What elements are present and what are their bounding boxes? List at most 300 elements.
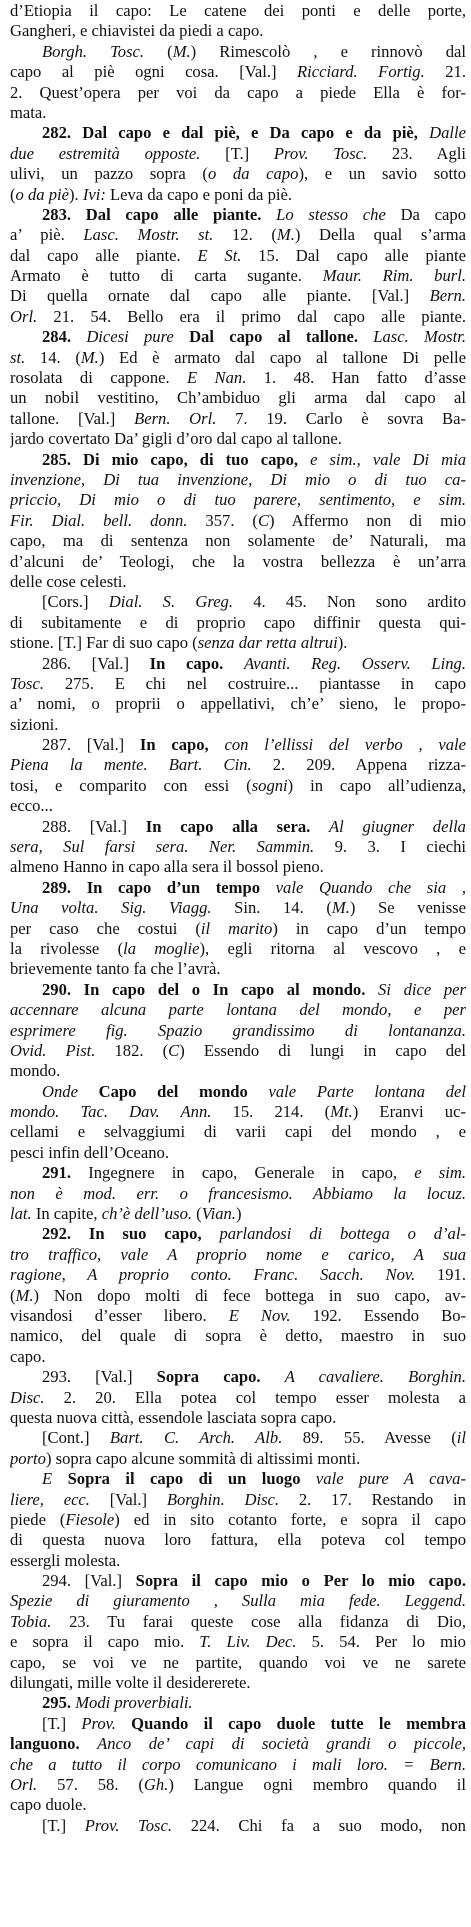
italic-text: esprimere fig. Spazio grandissimo di lontananza. [10,1020,466,1040]
headword-text: In capo. [149,653,224,673]
italic-text: Onde [42,1081,78,1101]
italic-text: Ivi: [82,184,106,204]
body-text: essergli molesta. [10,1550,121,1570]
italic-text: Prov. [81,1713,116,1733]
body-text: d’alcuni de’ Teologi, che la vostra bellezza è un’arra [10,551,466,571]
body-text: ) Se venisse [349,898,466,918]
italic-text: Ner. Sammin. [208,837,315,857]
body-text: [Cont.] [42,1428,110,1448]
italic-text: porto [10,1448,46,1468]
italic-text: E St. [197,245,242,265]
text-line [10,1,466,21]
text-line [10,1612,466,1632]
text-line [10,1428,466,1448]
text-line [10,1143,466,1163]
text-line [10,1347,466,1367]
text-line [10,83,466,103]
body-text: 182. ( [95,1040,169,1060]
text-line [10,1510,466,1530]
text-line [10,1632,466,1652]
italic-text: Bern. [429,286,466,306]
text-line [10,205,466,225]
italic-text: Maur. Rim. burl. [322,266,466,286]
text-line [10,1122,466,1142]
body-text: pesci infin dell’Oceano. [10,1142,169,1162]
headword-text: In capo, [139,735,209,755]
body-text [202,1224,220,1243]
body-text: sizioni. [10,714,59,734]
headword-text: 295. [42,1693,72,1713]
body-text [365,980,378,999]
body-text: di questa nuova loro fattura, ella poteva col tempo [10,1530,466,1550]
italic-text: Lo stesso che [276,204,386,224]
italic-text: non è mod. err. o francesismo. Abbiamo la locuz. [10,1183,466,1203]
text-line [10,1551,466,1571]
headword-text: 285. Di mio capo, di tuo capo, [42,449,299,469]
headword-text: In capo alla sera. [145,816,311,836]
text-line [10,103,466,123]
body-text: ) Affermo non di mio [269,510,466,530]
body-text: [T.] [42,1713,82,1733]
body-text: 357. ( [187,510,258,530]
text-line [10,796,466,816]
italic-text: il [456,1428,466,1448]
text-line [10,1102,466,1122]
text-line [10,429,466,449]
body-text: 2. 20. Ella potea col tempo esser molesta a [44,1387,466,1407]
headword-text: 291. [42,1163,72,1183]
body-text: 12. ( [213,225,277,245]
body-text: rosolata di cappone. [10,368,188,388]
italic-text: mondo. Tac. Dav. Ann. [10,1102,212,1122]
italic-text: e sim., vale Di mia [310,449,466,469]
text-line [10,552,466,572]
body-text: [T.] [42,1815,85,1835]
body-text [188,837,208,856]
italic-text: vale pure A cava- [315,1469,466,1489]
text-line [10,694,466,714]
body-text: jardo covertato Da’ gigli d’oro dal capo al tallone. [10,429,342,449]
headword-text: 289. In capo d’un tempo [42,877,261,897]
text-line [10,21,466,41]
text-line [10,1286,466,1306]
body-text: ), e un savio sotto [298,164,466,184]
italic-text: Ovid. Pist. [10,1040,96,1060]
text-line [10,123,466,143]
body-text: ), egli ritorna al vescovo , e [199,938,466,958]
text-line [10,388,466,408]
italic-text: Disc. [10,1387,45,1407]
headword-text: Sopra il capo mio o Per lo mio capo. [135,1571,466,1591]
text-line [10,755,466,775]
text-line [10,1714,466,1734]
body-text: ( [10,1285,16,1305]
text-line [10,1469,466,1489]
body-text: ) Langue ogni membro quando il [168,1774,466,1794]
text-line [10,1571,466,1591]
italic-text: priccio, Di mio o di tuo parere, sentimento, e sim. [10,490,466,510]
text-line [10,409,466,429]
italic-text: Tobia. [10,1611,52,1631]
body-text: ) Non dopo molti di fece bottega in suo capo, av- [33,1285,466,1305]
body-text [148,755,169,774]
headword-text: Dal capo al tallone. [189,327,358,347]
text-line [10,1673,466,1693]
text-line [10,144,466,164]
italic-text: Si dice per [378,979,466,999]
text-line [10,919,466,939]
body-text: mondo. [10,1061,61,1081]
body-text: 4. 45. Non sono ardito [233,592,466,612]
italic-text: accennare alcuna parte lontana del mondo, e per [10,1000,466,1020]
text-line [10,1224,466,1244]
body-text: d’Etiopia il capo: Le catene dei ponti e delle porte, [10,1,466,20]
italic-text: Una volta. Sig. Viagg. [10,898,212,918]
body-text: 288. [Val.] [42,816,146,836]
body-text: 275. E chi nel costruire... piantasse in capo [43,673,466,693]
headword-text: Capo del mondo [98,1081,248,1101]
body-text: dal capo alle piante. [10,245,198,265]
body-text: 23. Tu farai queste cose alla fidanza di Dio, [51,1611,466,1631]
italic-text: che a tutto il corpo comunicano i mali loro. = Bern. [10,1754,466,1774]
body-text: namico, del quale di sopra è detto, maestro in suo [10,1326,466,1346]
body-text [310,817,329,836]
body-text: capo. [10,1346,46,1366]
body-text: ) [235,1204,242,1224]
text-line [10,511,466,531]
italic-text: Fir. Dial. bell. donn. [10,510,188,530]
italic-text: E Nov. [228,1306,291,1325]
body-text: stione. [T.] Far di suo capo ( [10,633,198,653]
text-line [10,674,466,694]
text-line [10,939,466,959]
text-line [10,898,466,918]
text-line [10,327,466,347]
body-text: Da capo [385,204,466,224]
text-line [10,1041,466,1061]
body-text: mata. [10,102,47,122]
body-text: visandosi d’esser libero. [10,1306,229,1325]
italic-text: C [168,1040,180,1060]
body-text: 9. 3. I ciechi [314,837,466,857]
text-line [10,450,466,470]
italic-text: Modi proverbiali. [75,1693,193,1713]
text-line [10,837,466,857]
text-line [10,1061,466,1081]
italic-text: Prov. Tosc. [273,143,368,163]
italic-text: sogni [251,775,288,795]
text-line [10,1816,466,1836]
italic-text: Prov. Tosc. [84,1815,173,1835]
body-text: In capite, [31,1204,102,1224]
italic-text: il marito [200,918,273,938]
italic-text: ragione, A proprio conto. Franc. Sacch. Nov. [10,1265,416,1285]
text-line [10,62,466,82]
italic-text: tro traffico, vale A proprio nome e carico, A sua [10,1244,466,1264]
body-text: ) Eranvi uc- [352,1102,466,1122]
text-line [10,1775,466,1795]
italic-text: E [42,1469,53,1489]
text-line [10,1265,466,1285]
body-text [52,1469,67,1488]
italic-text: Fiesole [65,1509,115,1529]
text-line [10,572,466,592]
body-text: ) Rimescolò , e rinnovò dal [190,41,466,61]
text-line [10,633,466,653]
italic-text: Bern. Orl. [134,408,217,428]
body-text: 7. 19. Carlo è sovra Ba- [216,408,466,428]
italic-text: ch’è dell’uso. [101,1204,193,1224]
body-text: ) ed in sito cotanto forte, e sopra il capo [114,1509,466,1529]
italic-text: C [257,510,270,530]
text-line [10,878,466,898]
body-text: capo duole. [10,1795,87,1815]
body-text: ) in capo d’un tempo [272,918,466,938]
body-text [418,123,429,142]
body-text: capo, se voi ve ne partite, quando voi ve ne sarete [10,1652,466,1672]
body-text: 1. 48. Han fatto d’asse [246,368,466,388]
body-text: 294. [Val.] [42,1571,136,1591]
italic-text: Lasc. Mostr. st. [83,225,214,245]
body-text [116,1714,131,1733]
italic-text: invenzione, Di tua invenzione, Di mio o di tuo ca- [10,469,466,489]
italic-text: Bart. Cin. [168,755,252,775]
headword-text: 290. In capo del o In capo al mondo. [42,979,366,999]
italic-text: Dicesi pure [86,327,174,347]
body-text: 15. Dal capo alle piante [241,245,466,265]
body-text: 23. Agli [367,143,466,163]
italic-text: E Nan. [187,368,247,388]
body-text: [Cors.] [42,592,109,612]
body-text: Armato è tutto di carta sugante. [10,266,323,286]
body-text: 89. 55. Avesse ( [282,1428,457,1448]
italic-text: Ricciard. Fortig. [297,62,425,82]
body-text: ) sopra capo alcune sommità di altissimi monti. [45,1448,361,1468]
italic-text: senza dar retta altrui [197,633,338,653]
body-text [261,1367,285,1386]
body-text: brievemente tanto fa che l’avrà. [10,959,221,979]
italic-text: M. [331,898,350,918]
text-line [10,1000,466,1020]
text-line [10,246,466,266]
italic-text: la moglie [123,938,200,958]
body-text: 2. Quest’opera per voi da capo a piede Ella è for- [10,82,466,102]
body-text: 286. [Val.] [42,653,150,673]
body-text [174,327,189,346]
body-text: 15. 214. ( [211,1102,331,1122]
body-text: un nobil vestitino, Ch’ambiduo gli arma dal capo al [10,388,466,408]
italic-text: T. Liv. Dec. [199,1632,297,1652]
headword-text: 282. Dal capo e dal piè, e Da capo e da piè, [42,123,418,143]
body-text [358,327,373,346]
body-text: ) Essendo di lungi in capo del [179,1040,466,1060]
body-text: ( [144,41,173,61]
body-text: capo, ma di sentenza non solamente de’ Naturali, ma [10,531,466,551]
text-line [10,613,466,633]
text-line [10,1530,466,1550]
body-text: 21. 54. Bello era il primo dal capo alle piante. [37,306,466,326]
italic-text: Avanti. Reg. Osserv. Ling. [243,653,466,673]
body-text [248,1082,269,1101]
body-text: Ingegnere in capo, Generale in capo, [71,1163,415,1183]
italic-text: Borgh. Tosc. [42,41,145,61]
italic-text: Orl. [10,306,38,326]
body-text: 2. 209. Appena rizza- [251,755,466,775]
body-text [260,878,276,897]
italic-text: lat. [10,1204,32,1224]
text-line [10,735,466,755]
text-line [10,857,466,877]
body-text: e sopra il capo mio. [10,1632,200,1652]
text-line [10,817,466,837]
italic-text: M. [15,1285,34,1305]
body-text: ). [69,184,83,204]
italic-text: sera, Sul farsi sera. [10,837,189,857]
text-line [10,776,466,796]
body-text: 2. 17. Restando in [279,1489,466,1509]
text-line [10,1734,466,1754]
text-line [10,225,466,245]
body-text: 21. [424,62,466,82]
body-text: Leva da capo e poni da piè. [105,184,292,204]
body-text [80,1734,97,1753]
text-line [10,654,466,674]
body-text [301,1469,316,1488]
body-text: dilungati, mille volte il desidererete. [10,1673,251,1693]
body-text: [Val.] [89,1489,167,1509]
italic-text: M. [276,225,295,245]
text-line [10,348,466,368]
italic-text: Tosc. [10,673,44,693]
text-line [10,531,466,551]
text-line [10,470,466,490]
text-line [10,1591,466,1611]
italic-text: Al giugner della [329,816,466,836]
italic-text: vale Quando che sia , [275,877,466,897]
text-line [10,42,466,62]
body-text: ). [337,633,348,653]
text-line [10,1326,466,1346]
italic-text: Dial. S. Greg. [108,592,233,612]
body-text [71,327,86,346]
text-line [10,1388,466,1408]
text-line [10,959,466,979]
body-text: piede ( [10,1509,66,1529]
italic-text: Lasc. Mostr. [373,327,466,347]
body-text: ulivi, un pazzo sopra ( [10,164,208,184]
body-text: 191. [415,1265,466,1285]
text-line [10,1367,466,1387]
italic-text: o da piè [15,184,69,204]
italic-text: Dalle [429,123,466,143]
italic-text: Borghin. Disc. [166,1489,280,1509]
headword-text: Quando il capo duole tutte le membra [131,1713,466,1733]
italic-text: con l’ellissi del verbo , vale [224,735,466,755]
italic-text: M. [80,347,99,367]
body-text: 293. [Val.] [42,1367,157,1387]
body-text: ( [10,184,16,204]
body-text: ) in capo all’udienza, [287,775,466,795]
italic-text: vale Parte lontana del [268,1081,466,1101]
text-line [10,1082,466,1102]
body-text: capo al piè ogni cosa. [Val.] [10,62,298,82]
body-text: la rivolesse ( [10,938,124,958]
body-text [78,1082,99,1101]
italic-text: Spezie di giuramento , Sulla mia fede. Leggend. [10,1591,466,1611]
text-line [10,164,466,184]
text-line [10,1306,466,1326]
headword-text: 283. Dal capo alle piante. [42,204,262,224]
body-text [298,450,310,469]
body-text: Di quella ornate dal capo alle piante. [Val.] [10,286,430,306]
text-line [10,592,466,612]
text-line [10,715,466,735]
body-text: tallone. [Val.] [10,408,135,428]
text-line [10,1490,466,1510]
body-text: a’ nomi, o proprii o appellativi, ch’e’ sieno, le propo- [10,694,466,714]
body-text [223,654,244,673]
body-text: almeno Hanno in capo alla sera il bossol pieno. [10,857,324,877]
text-line [10,980,466,1000]
headword-text: 292. In suo capo, [42,1224,202,1244]
body-text: [T.] [200,143,274,163]
body-text [209,735,225,754]
italic-text: Bart. C. Arch. Alb. [109,1428,283,1448]
italic-text: st. [10,347,26,367]
italic-text: o da capo [207,164,299,184]
text-line [10,1653,466,1673]
italic-text: Mt. [330,1102,353,1122]
headword-text: Sopra il capo di un luogo [67,1469,301,1489]
italic-text: A cavaliere. Borghin. [284,1367,466,1387]
body-text: 287. [Val.] [42,735,140,755]
text-line [10,1204,466,1224]
text-line [10,1408,466,1428]
italic-text: M. [172,41,191,61]
text-line [10,1163,466,1183]
headword-text: 284. [42,327,72,347]
body-text: delle cose celesti. [10,571,127,591]
body-text: di subitamente e di proprio capo diffinir questa qui- [10,612,466,632]
body-text: questa nuova città, essendole lasciata sopra capo. [10,1407,337,1427]
text-line [10,1245,466,1265]
body-text: 5. 54. Per lo mio [296,1632,466,1652]
text-line [10,266,466,286]
body-text: tosi, e comparito con essi ( [10,775,252,795]
body-text: 192. Essendo Bo- [290,1306,466,1325]
headword-text: Sopra capo. [156,1367,261,1387]
italic-text: due estremità opposte. [10,143,201,163]
body-text: ( [192,1204,202,1224]
italic-text: Vian. [201,1204,236,1224]
italic-text: parlandosi di bottega o d’al- [219,1224,466,1244]
body-text: Sin. 14. ( [211,898,332,918]
body-text: Gangheri, e chiavistei da piedi a capo. [10,21,264,41]
body-text: 14. ( [25,347,81,367]
body-text: cellami e selvaggiumi di varii capi del mondo , e [10,1122,466,1142]
body-text: ecco... [10,796,53,816]
italic-text: Gh. [143,1774,169,1794]
text-line [10,1795,466,1815]
text-line [10,185,466,205]
italic-text: liere, ecc. [10,1489,90,1509]
body-text: per caso che costui ( [10,918,201,938]
text-line [10,286,466,306]
text-line [10,1449,466,1469]
body-text [261,205,276,224]
italic-text: Anco de’ capi di società grandi o piccole, [97,1734,466,1754]
italic-text: e sim. [414,1163,466,1183]
